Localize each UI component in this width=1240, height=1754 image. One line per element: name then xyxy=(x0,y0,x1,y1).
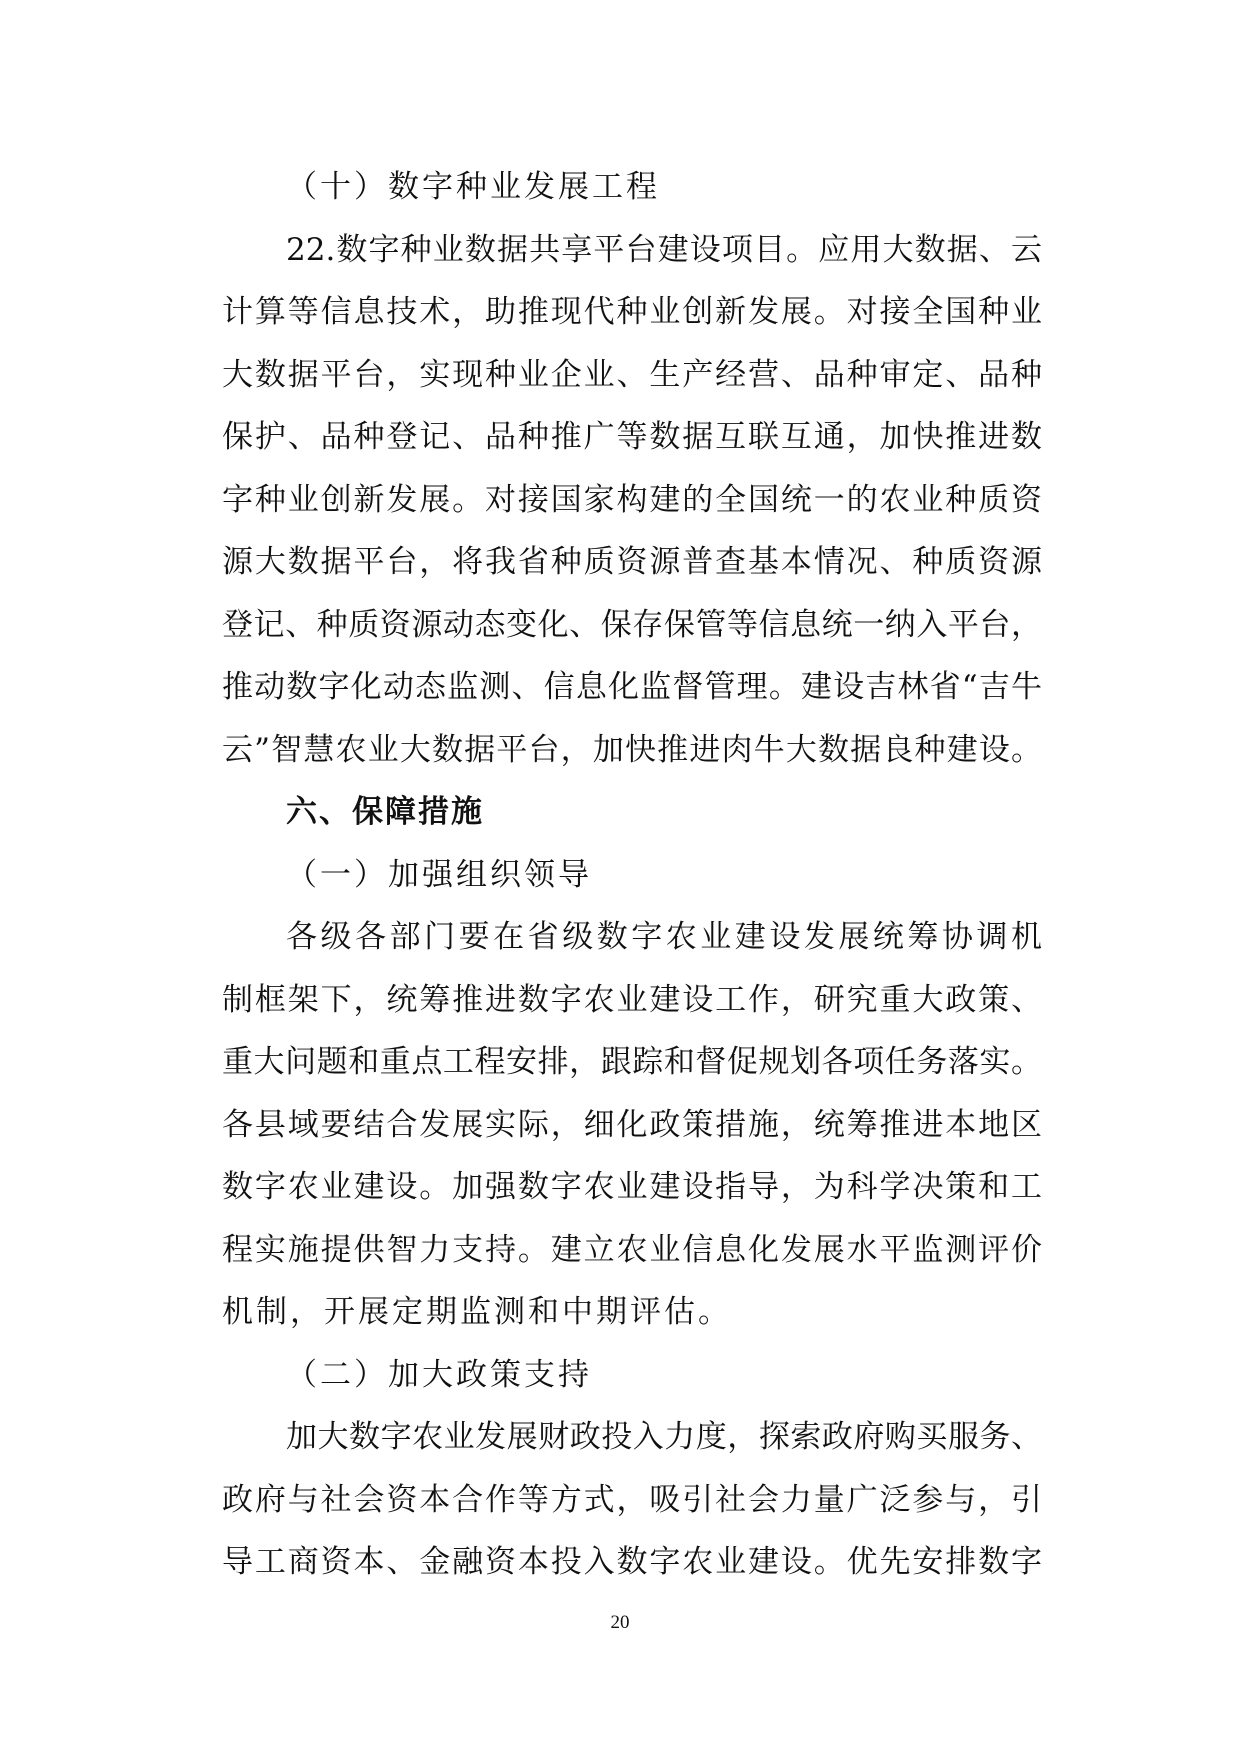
section-heading-1: （一）加强组织领导 xyxy=(286,856,592,893)
paragraph-line: 源大数据平台，将我省种质资源普查基本情况、种质资源 xyxy=(222,544,1042,580)
paragraph-line: 计算等信息技术，助推现代种业创新发展。对接全国种业 xyxy=(222,294,1042,330)
paragraph-line: 重大问题和重点工程安排，跟踪和督促规划各项任务落实。 xyxy=(222,1044,1042,1080)
paragraph-line: 导工商资本、金融资本投入数字农业建设。优先安排数字 xyxy=(222,1544,1042,1580)
section-heading-2: （二）加大政策支持 xyxy=(286,1356,592,1393)
paragraph-line: 机制，开展定期监测和中期评估。 xyxy=(222,1294,732,1330)
paragraph-line: 保护、品种登记、品种推广等数据互联互通，加快推进数 xyxy=(222,419,1042,455)
paragraph-line: 政府与社会资本合作等方式，吸引社会力量广泛参与，引 xyxy=(222,1481,1042,1518)
section-heading-10: （十）数字种业发展工程 xyxy=(286,169,660,205)
chapter-heading: 六、保障措施 xyxy=(286,794,484,830)
paragraph-line: 云”智慧农业大数据平台，加快推进肉牛大数据良种建设。 xyxy=(222,731,1042,768)
paragraph-line: 数字农业建设。加强数字农业建设指导，为科学决策和工 xyxy=(222,1169,1042,1205)
paragraph-line: 登记、种质资源动态变化、保存保管等信息统一纳入平台， xyxy=(222,606,1042,643)
paragraph-line: 推动数字化动态监测、信息化监督管理。建设吉林省“吉牛 xyxy=(222,669,1042,705)
paragraph-line: 加大数字农业发展财政投入力度，探索政府购买服务、 xyxy=(286,1419,1042,1455)
page-number: 20 xyxy=(610,1612,630,1633)
paragraph-line: 22.数字种业数据共享平台建设项目。应用大数据、云 xyxy=(286,231,1042,268)
paragraph-line: 各级各部门要在省级数字农业建设发展统筹协调机 xyxy=(286,919,1042,955)
paragraph-line: 大数据平台，实现种业企业、生产经营、品种审定、品种 xyxy=(222,356,1042,393)
document-body xyxy=(222,156,1042,1594)
paragraph-line: 字种业创新发展。对接国家构建的全国统一的农业种质资 xyxy=(222,481,1042,518)
paragraph-line: 各县域要结合发展实际，细化政策措施，统筹推进本地区 xyxy=(222,1106,1042,1143)
paragraph-line: 程实施提供智力支持。建立农业信息化发展水平监测评价 xyxy=(222,1231,1042,1268)
paragraph-line: 制框架下，统筹推进数字农业建设工作，研究重大政策、 xyxy=(222,981,1042,1018)
